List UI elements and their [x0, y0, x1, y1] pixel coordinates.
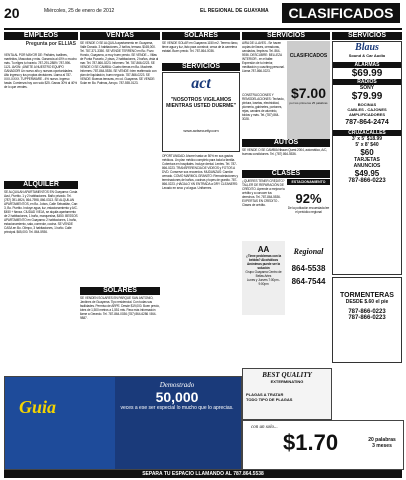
clasificados-promo-sub: por los primeros 25 palabras [289, 101, 328, 105]
blaus-item-price: $69.99 [351, 68, 383, 79]
column-servicios-3 [332, 32, 402, 374]
section-solares-2: SOLARES [162, 32, 240, 40]
size-3x5: 3' x 5' [351, 136, 366, 142]
estacionamiento-pct: 92% [295, 191, 322, 206]
solares-text-2: SE VENDE SOLAR en Guayama 1150 m2. Terreno llano, tiene agua y luz, listo para construir, cerca de la carretera estatal. Buen precio. Tel. 787-864-0036. [162, 41, 239, 53]
aa-ad [242, 241, 285, 315]
estacionamiento-ad [287, 179, 330, 239]
phone-1: 864-5538 [291, 264, 326, 273]
autos-text: SE VENDE O SE CAMBIA Nissan Quest 2004, automático, A/C, buenas condiciones. Tel. (787) 864-5536. [242, 148, 328, 156]
blaus-logo: Blaus [355, 42, 379, 53]
price-promo-post: 20 palabras 3 meses [368, 437, 396, 449]
aa-group: Grupo Guayama Centro de Bellas Artes [245, 270, 282, 278]
footer-strip: SEPARA TU ESPACIO LLAMANDO AL 787.864.5538 [4, 470, 402, 478]
clasificados-promo-title: CLASIFICADOS [289, 53, 328, 59]
solares-text: SE VENDEN SOLARES EN PARQUE SAN ANTONIO, Jardines de Guayama. Tipo residencial. Con todas sus facilidades. Permiso de ARPE. Desde $19,000. Buen precio, lotes de 1,500 metros a 1,551 mts. Para más información llame a Gerardo. Tel. 787-864-0036 (787) 864-6286 / 864-9887. [80, 296, 160, 320]
guia-logo: Guia [19, 397, 57, 417]
act-web: www.actsecurity.com [183, 128, 219, 133]
section-alquiler: ALQUILER [4, 181, 78, 189]
blaus-item-price: $79.99 [351, 91, 383, 102]
act-tagline: "NOSOTROS VIGILAMOS MIENTRAS USTED DUERME" [166, 97, 236, 109]
section-autos: AUTOS [242, 139, 330, 147]
column-servicios [162, 32, 240, 374]
blaus-item-title: ALARMAS [333, 62, 401, 68]
tormenteras-title: TORMENTERAS [340, 292, 394, 299]
cruzacalles-price: $60 [360, 148, 374, 157]
blaus-item-title: AMPLIFICADORES [349, 112, 385, 117]
page-number: 20 [4, 5, 20, 21]
best-quality-sub: EXTERMINATING [270, 379, 304, 384]
blaus-item-1 [333, 79, 401, 102]
estacionamiento-text: De la población encuestada lee el periódico regional [287, 206, 330, 214]
anuncios-title: ANUNCIOS [353, 163, 381, 169]
act-security-ad [162, 72, 240, 152]
empleos-ad-logo: Pregunta por ELLIAS [25, 41, 76, 47]
price-5x8: $40 [370, 142, 379, 148]
section-servicios-3: SERVICIOS [332, 32, 402, 40]
blaus-item-brand: SONY [359, 85, 375, 91]
blaus-item-title: BOCINAS [357, 102, 377, 107]
blaus-phone: 787-864-2474 [345, 119, 389, 126]
column-empleos [4, 32, 78, 374]
estacionamiento-title: ESTACIONAMIENTO [287, 179, 330, 185]
aa-days: Lunes y Jueves 7:00pm - 9:00pm [246, 278, 281, 286]
oportunidad-text: OPORTUNIDAD: Ahorre hasta un 50% en sus gastos médicos. Un plan médico completo para toda la familia. Cobertura en hospitales. Incluye dental. Lentes. Tel. 787-866-0223. TRANSFERENCIA DE VIDEOS y FOTOS A DVD. Conserve sus recuerdos. MUDANZAS: Camión cerrado. COMO MARMOL GRANITO: Remodelaciones y terminaciones de baños, cocinas y topes de granito. 787-866-0223. ¡HÁGALO YA! ENTRADA a DRY CLEANERS: Lavado en seco y al agua. Uniformes. [162, 154, 238, 190]
best-quality-logo: BEST QUALITY [262, 371, 312, 379]
best-quality-ad [242, 368, 332, 420]
clasificados-promo-price: $7.00 [290, 85, 327, 101]
aa-title: ¿Tiene problemas con la bebida? Alcohólicos Anónimos puede ser la solución [245, 254, 282, 270]
price-promo-pre: con un solo... [251, 425, 278, 430]
cruzacalles-phone: 787-866-0223 [348, 178, 386, 184]
demostrado-title: Demostrado [159, 381, 195, 389]
clases-text: ¿QUIERES TENER CRÉDITO? TALLER DE REPARACIÓN DE CRÉDITO. Aprende a mejorar tu crédito y a conocer tus derechos. Tel. 787-864-5536. EXPERTAS EN CREDITO - Clases de crédito. [242, 179, 285, 207]
aa-logo-icon: AA [257, 245, 270, 254]
section-empleos: EMPLEOS [4, 32, 78, 40]
section-clases: CLASES [242, 170, 330, 178]
column-ventas [80, 32, 160, 374]
tarjetas-title: TARJETAS [354, 157, 380, 163]
construcciones-text: CONSTRUCCIONES Y REMODELACIONES: Techado, pintura, losetas, electricidad, plomería, gabinetes, portones, rejas, canales de aluminio, toldos y más. Tel. (787) 864-3028. [242, 93, 285, 121]
price-promo-ad [242, 420, 404, 470]
clasificados-promo [287, 41, 330, 139]
size-5x8: 5' x 8' [355, 142, 369, 148]
regional-logo: Regional [293, 247, 324, 256]
price-3x5: $18.99 [366, 136, 383, 142]
bottom-banner-ad [4, 376, 242, 470]
guia-visual [5, 377, 115, 469]
alquiler-text: SE ALQUILAN APARTAMENTOS EN Guayama: Costa Azul, Pueblo. 1 y 2 habitaciones. Baño privado. Tel. (787) 391-6924, 864-7598, 866-0313. SE ALQUILAN APARTAMENTOS, en Bo. Jobos, Calle Sebastián, Carr. 3, Bo. Pueblo. Incluye agua, luz, estacionamiento y A/C. $450 + fianza. CIUDAD VIEJA, se alquila apartamento de 2 habitaciones, 1 baño, marquesina, $450. BESSOS APARTAMENTO en Guayama: 2 habitaciones, 1 baño, estacionamiento, sala, comedor, cocina. SE VENDE CASA en Bo. Olimpo, 3 habitaciones, 1 baño. Calle principal. $65,000. Tel. 864-5936. [4, 190, 78, 234]
demostrado-number: 50,000 [155, 389, 199, 405]
act-logo: act [191, 75, 211, 92]
price-promo-value: $1.70 [283, 430, 339, 455]
servicios-text: AIRA DE LLAVES - Se hacen copias de llaves, cerraduras, candados, limpieza. Tel. 864-5936. DESCUBRE: BELLEZA INTERIOR - en el taller. Expresión de tu interior, meditación y coaching personal. Llama 787-866-0223. [242, 41, 285, 73]
section-servicios: SERVICIOS [162, 63, 240, 71]
demostrado-block [117, 381, 237, 411]
todo-tipo-label: TODO TIPO DE PLAGAS [246, 397, 293, 402]
demostrado-text: veces a ese ser especial lo mucho que lo aprecias. [120, 405, 234, 411]
blaus-ad [332, 41, 402, 275]
tormenteras-ad [332, 277, 402, 363]
blaus-item-title: CABLES - CAJONES [347, 107, 387, 112]
header-rule [4, 28, 402, 30]
section-title: CLASIFICADOS [282, 3, 400, 23]
anuncios-price: $49.95 [354, 169, 380, 178]
blaus-item-0 [333, 62, 401, 79]
regional-contact-ad [287, 241, 330, 315]
section-servicios-2: SERVICIOS [242, 32, 330, 40]
phone-2: 864-7544 [291, 277, 326, 286]
section-solares: SOLARES [80, 287, 160, 295]
column-servicios-2 [242, 32, 330, 374]
issue-date: Miércoles, 25 de enero de 2012 [44, 8, 115, 14]
blaus-sub: Sound & Car Audio [348, 53, 386, 58]
cruzacalles-block [333, 130, 401, 184]
ventas-text: SE VENDE O SE ALQUILA apartamento en Guayama, Valle Dorado. 3 habitaciones, 2 baños, terraza. $165,000. Tel. 787-371-3350. SE VENDE TERRENO en Bo. Pozo Hondo, Guayama, a muy buen precio. SE VENDE – Villas de Punta Pozuelo, 2 pisos, 2 habitaciones, 2 baños, vista al mar. Tel. 787-866-0223. Informes: Tel. 787-866-0223. SE VENDE O SE CAMBIA: Cuatro tierras en Bo. Machete. Informes: 787-864-5536. SE VENDE: bien reafirmado con plan de liquidación, buen negocio. 787-866-0223. SE VENDE: Buenas terrazas, en cd. Guayama. SE VENDE: Solar en Bo. Palmas, Arroyo. 787-555-0123. [80, 41, 159, 85]
tormenteras-phone-2: 787-866-0223 [348, 315, 386, 321]
plagas-label: PLAGAS A TRATAR [246, 392, 284, 397]
blaus-item-title: RADIOS [333, 79, 401, 85]
page-header [0, 0, 406, 30]
section-ventas: VENTAS [80, 32, 160, 40]
tormenteras-phone-1: 787-866-0223 [348, 309, 386, 315]
empleos-text: VENTA AL POR MAYOR DE: Pañales, toallines, martinitos, Mascotas y más. Ganancia al 40% o mucho más. Tu eliges tu horario. 787-291-2889 / 787-596-1121. AVON: ¡ÚNETE A NUESTRO EQUIPO GANADOR! Un nuevo año y nuevas oportunidades. Alto ingreso y tus propias decisiones. Llama al 787-XXX-XXXX. TUPPERWARE - 4% nuevo. Ingreso hasta: Comienza hoy con solo $25. Ganas 30% al 40% de lo que vendes. [4, 53, 77, 89]
newspaper-name: EL REGIONAL DE GUAYAMA [200, 8, 269, 14]
tormenteras-price: DESDE $.60 el pie [345, 299, 389, 305]
cruzacalles-title: CRUZACALLES [333, 130, 401, 136]
